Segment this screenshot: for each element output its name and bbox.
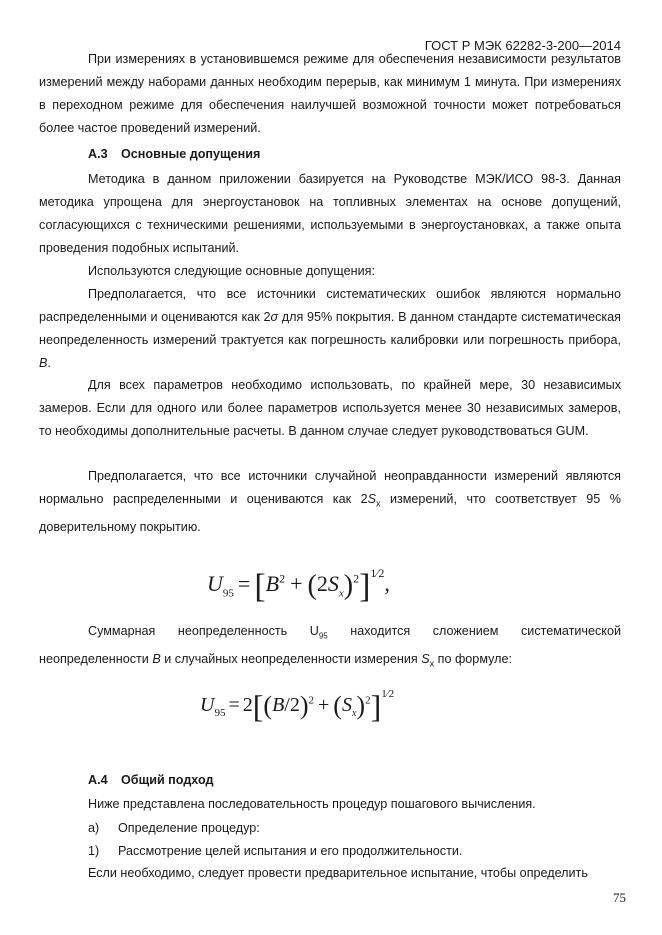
paragraph-methodology [39, 168, 621, 260]
formula-comma: , [384, 571, 390, 596]
exp-numerator: 1 [370, 566, 377, 580]
equals-sign: = [237, 571, 251, 596]
text-run: по формуле: [434, 651, 512, 666]
left-bracket: [ [254, 568, 266, 605]
list-item-a [88, 821, 260, 835]
formula-exponent: 2 [353, 571, 360, 586]
right-paren: ) [343, 570, 354, 601]
formula-symbol-u: U [200, 694, 215, 716]
paragraph-text: Для всех параметров необходимо использовать, по крайней мере, 30 независимых замеров. Если для одного или более параметров используется менее 30 независимых замеров, то необходимы дополнительные расчеты. В данном случае следует руководствоваться GUM. [39, 378, 621, 439]
text-run: . [47, 356, 51, 371]
equals-sign: = [228, 694, 240, 716]
paragraph-procedure-intro: Ниже представлена последовательность процедур пошагового вычисления. [88, 797, 536, 811]
formula-exponent: 2 [365, 694, 371, 707]
formula-u95-sum [207, 568, 390, 606]
paragraph-measurement-interval [39, 48, 621, 140]
formula-power-half: 1⁄2 [370, 566, 385, 580]
right-paren: ) [356, 691, 366, 720]
paragraph-text: При измерениях в установившемся режиме для обеспечения независимости результатов измерений между наборами данных необходим перерыв, как минимум 1 минута. При измерениях в переходном режиме для обеспечения наилучшей возможной точности может потребоваться более частое проведений измерений. [39, 52, 621, 136]
paragraph-text: Используются следующие основные допущения: [88, 264, 375, 278]
left-bracket: [ [252, 688, 264, 724]
symbol-b: B [152, 651, 161, 666]
text-run: находится сложением систематической неопределенности [39, 624, 621, 666]
list-item-text: Определение процедур: [118, 821, 260, 835]
formula-symbol-s: S [341, 694, 352, 716]
paragraph-systematic-errors [39, 283, 621, 375]
subscript-x: x [429, 658, 435, 669]
subscript-x: x [375, 498, 381, 509]
list-marker: 1) [88, 844, 100, 858]
left-paren: ( [307, 570, 317, 601]
text-run: Суммарная неопределенность U [88, 624, 319, 638]
sigma-symbol: σ [270, 310, 279, 325]
section-title: Общий подход [121, 773, 214, 787]
paragraph-independent-samples [39, 374, 621, 443]
section-heading-a4 [88, 773, 214, 787]
formula-symbol-u: U [207, 571, 223, 596]
paragraph-assumptions-intro [39, 260, 621, 283]
right-bracket: ] [359, 568, 371, 605]
formula-power-half: 1⁄2 [381, 688, 395, 700]
exp-denominator: 2 [378, 566, 385, 580]
section-title: Основные допущения [121, 147, 261, 161]
plus-sign: + [318, 694, 330, 716]
subscript-95: 95 [318, 631, 328, 641]
symbol-b: B [39, 356, 48, 371]
plus-sign: + [290, 571, 303, 596]
formula-u95-scaled [200, 688, 394, 725]
formula-divide: / [284, 694, 290, 716]
text-run: Предполагается, что все источники случайной неоправданности измерений являются нормально распределенными и оцениваются как 2 [39, 469, 621, 507]
formula-coefficient: 2 [316, 571, 328, 596]
document-header: ГОСТ Р МЭК 62282-3-200—2014 [424, 38, 621, 53]
list-marker: а) [88, 821, 100, 835]
formula-symbol-s: S [327, 571, 339, 596]
exp-denominator: 2 [388, 688, 395, 700]
right-bracket: ] [370, 688, 382, 724]
page-number: 75 [613, 890, 626, 905]
formula-coefficient: 2 [242, 694, 253, 716]
text-run: измерений, что соответствует 95 % доверительному покрытию. [39, 492, 621, 534]
left-paren: ( [263, 691, 273, 720]
section-number: А.4 [88, 773, 108, 787]
section-heading-a3 [88, 147, 260, 161]
text-run: Предполагается, что все источники систематических ошибок являются нормально распределенными и оцениваются как 2 [39, 287, 621, 325]
list-item-1 [88, 844, 462, 858]
paragraph-preliminary-test: Если необходимо, следует провести предварительное испытание, чтобы определить [88, 866, 588, 880]
right-paren: ) [299, 691, 309, 720]
list-item-text: Рассмотрение целей испытания и его продолжительности. [118, 844, 463, 858]
formula-symbol-b: B [265, 571, 280, 596]
text-run: для 95% покрытия. В данном стандарте систематическая неопределенность измерений трактуется как погрешность калибровки или погрешность прибора, [39, 310, 621, 348]
formula-subscript-x: x [351, 708, 357, 719]
left-paren: ( [333, 691, 342, 720]
formula-exponent: 2 [308, 694, 315, 707]
formula-subscript: 95 [214, 707, 226, 719]
paragraph-random-errors [39, 465, 621, 539]
formula-divisor: 2 [289, 694, 300, 716]
formula-subscript: 95 [222, 587, 234, 600]
formula-symbol-b: B [272, 694, 285, 716]
formula-exponent: 2 [279, 571, 286, 586]
symbol-s: S [367, 492, 376, 507]
exp-numerator: 1 [381, 688, 387, 700]
symbol-s: S [421, 651, 430, 666]
paragraph-total-uncertainty [39, 620, 621, 675]
formula-subscript-x: x [338, 587, 344, 600]
paragraph-text: Методика в данном приложении базируется на Руководстве МЭК/ИСО 98-3. Данная методика упрощена для энергоустановок на топливных элементах на основе допущений, согласующихся с техническими решениями, используемыми в энергоустановках, а также опыта проведения подобных испытаний. [39, 172, 621, 256]
section-number: А.3 [88, 147, 108, 161]
text-run: и случайных неопределенности измерения [160, 651, 422, 666]
